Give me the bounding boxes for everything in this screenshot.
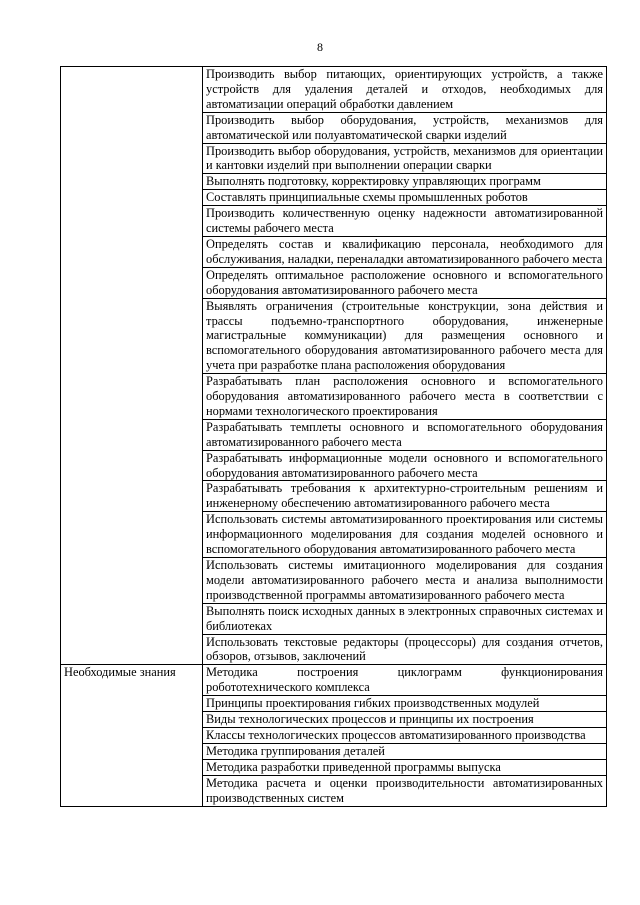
- table-row: [61, 67, 607, 113]
- skill-item: Использовать текстовые редакторы (процессоры) для создания отчетов, обзоров, отзывов, заключений: [203, 634, 607, 665]
- skill-item: Производить выбор оборудования, устройств, механизмов для ориентации и кантовки изделий при выполнении операции сварки: [203, 143, 607, 174]
- knowledge-item: Методика построения циклограмм функционирования робототехнического комплекса: [203, 665, 607, 696]
- skills-label-cell: [61, 67, 203, 665]
- page-number: 8: [317, 40, 323, 54]
- knowledge-item: Методика разработки приведенной программы выпуска: [203, 759, 607, 775]
- skill-item: Разрабатывать план расположения основного и вспомогательного оборудования автоматизированного рабочего места в соответствии с нормами технологического проектирования: [203, 374, 607, 420]
- skill-item: Определять состав и квалификацию персонала, необходимого для обслуживания, наладки, переналадки автоматизированного рабочего места: [203, 236, 607, 267]
- requirements-table: [60, 66, 607, 807]
- skill-item: Разрабатывать темплеты основного и вспомогательного оборудования автоматизированного рабочего места: [203, 419, 607, 450]
- skill-item: Выполнять поиск исходных данных в электронных справочных системах и библиотеках: [203, 603, 607, 634]
- skill-item: Использовать системы автоматизированного проектирования или системы информационного моделирования для создания моделей основного и вспомогательного оборудования автоматизированного рабочего места: [203, 512, 607, 558]
- skill-item: Выполнять подготовку, корректировку управляющих программ: [203, 174, 607, 190]
- knowledge-item: Методика расчета и оценки производительности автоматизированных производственных систем: [203, 775, 607, 806]
- knowledge-item: Виды технологических процессов и принципы их построения: [203, 712, 607, 728]
- skill-item: Разрабатывать информационные модели основного и вспомогательного оборудования автоматизированного рабочего места: [203, 450, 607, 481]
- table-row: [61, 665, 607, 696]
- skill-item: Составлять принципиальные схемы промышленных роботов: [203, 190, 607, 206]
- skill-item: Производить количественную оценку надежности автоматизированной системы рабочего места: [203, 206, 607, 237]
- skill-item: Выявлять ограничения (строительные конструкции, зона действия и трассы подъемно-транспортного оборудования, инженерные магистральные коммуникации) для размещения основного и вспомогательного оборудования автоматизированного рабочего места для учета при разработке плана расположения оборудования: [203, 298, 607, 374]
- knowledge-item: Принципы проектирования гибких производственных модулей: [203, 696, 607, 712]
- skill-item: Определять оптимальное расположение основного и вспомогательного оборудования автоматизированного рабочего места: [203, 267, 607, 298]
- skill-item: Производить выбор оборудования, устройств, механизмов для автоматической или полуавтоматической сварки изделий: [203, 112, 607, 143]
- skill-item: Разрабатывать требования к архитектурно-строительным решениям и инженерному обеспечению автоматизированного рабочего места: [203, 481, 607, 512]
- skill-item: Использовать системы имитационного моделирования для создания модели автоматизированного рабочего места и анализа выполнимости производственной программы автоматизированного рабочего места: [203, 558, 607, 604]
- knowledge-item: Методика группирования деталей: [203, 743, 607, 759]
- knowledge-label: Необходимые знания: [61, 665, 203, 806]
- skill-item: Производить выбор питающих, ориентирующих устройств, а также устройств для удаления деталей и отходов, необходимых для автоматизации операций обработки давлением: [203, 67, 607, 113]
- knowledge-item: Классы технологических процессов автоматизированного производства: [203, 727, 607, 743]
